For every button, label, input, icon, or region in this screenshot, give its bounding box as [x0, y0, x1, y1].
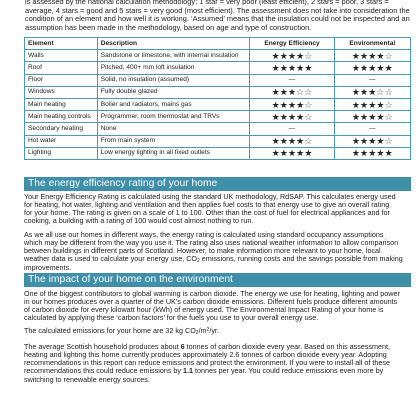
- star-filled-icon: ★: [287, 87, 297, 98]
- text-fragment: /m: [198, 326, 207, 335]
- star-rating: [334, 111, 410, 123]
- text-fragment: tonnes of carbon dioxide every year. Based on this assessment,: [184, 342, 390, 351]
- star-filled-icon: ★: [279, 111, 288, 122]
- star-filled-icon: ★: [351, 99, 361, 110]
- star-rating: [250, 62, 334, 74]
- star-filled-icon: ★: [360, 87, 369, 98]
- header-element: Element: [25, 38, 98, 50]
- star-filled-icon: ★: [368, 148, 377, 159]
- star-filled-icon: ★: [376, 136, 385, 147]
- bold-value: 6: [180, 342, 185, 351]
- star-filled-icon: ★: [351, 87, 361, 98]
- table-header-row: [25, 38, 411, 50]
- star-filled-icon: ★: [296, 111, 305, 122]
- section-heading-energy-rating: The energy efficiency rating of your home: [24, 177, 411, 191]
- star-filled-icon: ★: [271, 50, 280, 61]
- star-filled-icon: ★: [351, 148, 361, 159]
- rating-not-applicable: —: [250, 74, 334, 86]
- star-filled-icon: ★: [287, 99, 297, 110]
- star-filled-icon: ★: [304, 62, 313, 73]
- text-line: Your Energy Efficiency Rating is calculated using the standard UK methodology, RdSAP. This calculates energy used: [24, 192, 396, 201]
- star-empty-icon: ☆: [384, 99, 393, 110]
- star-empty-icon: ☆: [304, 50, 313, 61]
- star-empty-icon: ☆: [384, 136, 393, 147]
- star-filled-icon: ★: [296, 99, 305, 110]
- element-name: Walls: [25, 50, 98, 62]
- element-name: Hot water: [25, 135, 98, 147]
- star-filled-icon: ★: [296, 62, 305, 73]
- star-filled-icon: ★: [376, 111, 385, 122]
- star-filled-icon: ★: [287, 148, 297, 159]
- star-filled-icon: ★: [351, 111, 361, 122]
- star-empty-icon: ☆: [376, 87, 385, 98]
- star-rating: [334, 98, 410, 110]
- star-filled-icon: ★: [376, 148, 385, 159]
- star-rating: [250, 86, 334, 98]
- intro-line: is assessed by the national calculation methodology; 1 star = very poor (least efficient), 2 stars = poor, 3 stars =: [25, 0, 389, 6]
- star-filled-icon: ★: [360, 99, 369, 110]
- star-filled-icon: ★: [271, 62, 280, 73]
- star-rating: [250, 147, 334, 159]
- star-rating: [334, 86, 410, 98]
- star-filled-icon: ★: [271, 111, 280, 122]
- text-line: improvements.: [24, 262, 72, 272]
- star-filled-icon: ★: [271, 148, 280, 159]
- star-empty-icon: ☆: [304, 111, 313, 122]
- text-fragment: The calculated emissions for your home are 32 kg CO: [24, 326, 196, 335]
- star-empty-icon: ☆: [384, 111, 393, 122]
- intro-line: average, 4 stars = good and 5 stars = very good (most efficient). The assessment does not take into consideration the: [25, 5, 410, 15]
- section-heading-environment: The impact of your home on the environment: [24, 273, 411, 287]
- rating-not-applicable: —: [334, 123, 410, 135]
- element-ratings-table: [24, 37, 411, 160]
- text-fragment: The average Scottish household produces about: [24, 342, 181, 351]
- star-filled-icon: ★: [271, 136, 280, 147]
- element-name: Windows: [25, 86, 98, 98]
- star-filled-icon: ★: [384, 148, 393, 159]
- star-empty-icon: ☆: [384, 87, 393, 98]
- table-body: [25, 50, 411, 160]
- element-name: Floor: [25, 74, 98, 86]
- rating-explanation: [25, 0, 410, 32]
- text-line: in our homes produces over a quarter of the UK’s carbon dioxide emissions. Different fuels produce different amounts: [24, 297, 398, 307]
- star-rating: [250, 135, 334, 147]
- star-filled-icon: ★: [384, 62, 393, 73]
- element-description: Fully double glazed: [97, 86, 250, 98]
- header-energy-efficiency: Energy Efficiency: [250, 38, 334, 50]
- star-rating: [250, 111, 334, 123]
- table-row: [25, 135, 411, 147]
- element-description: Low energy lighting in all fixed outlets: [97, 147, 250, 159]
- text-line: As we all use our homes in different ways, the energy rating is calculated using standard occupancy assumptions: [24, 230, 384, 239]
- environment-paragraph-3: [24, 343, 411, 384]
- text-line: [24, 255, 411, 263]
- text-line: heating and lighting this home currently produces approximately 2.6 tonnes of carbon dioxide every year. Adopting: [24, 350, 387, 360]
- element-description: Sandstone or limestone, with internal insulation: [97, 50, 250, 62]
- element-name: Main heating: [25, 98, 98, 110]
- star-rating: [334, 62, 410, 74]
- star-empty-icon: ☆: [304, 87, 313, 98]
- star-rating: [250, 50, 334, 62]
- star-rating: [334, 50, 410, 62]
- table-row: [25, 86, 411, 98]
- element-name: Main heating controls: [25, 111, 98, 123]
- star-filled-icon: ★: [368, 62, 377, 73]
- text-fragment: recommendations this could reduce emissions by: [24, 366, 183, 376]
- star-filled-icon: ★: [287, 111, 297, 122]
- star-filled-icon: ★: [279, 148, 288, 159]
- superscript: 2: [206, 327, 210, 333]
- element-description: Pitched, 400+ mm loft insulation: [97, 62, 250, 74]
- intro-line: condition of an element and how well it is working. ‘Assumed’ means that the insulation could not be inspected and an: [25, 14, 410, 24]
- star-filled-icon: ★: [360, 50, 369, 61]
- star-rating: [250, 98, 334, 110]
- energy-rating-paragraph-1: [24, 193, 411, 226]
- text-line: between buildings in different parts of Scotland. However, to make information more relevant to your home, local: [24, 246, 381, 256]
- table-row: [25, 111, 411, 123]
- star-filled-icon: ★: [360, 136, 369, 147]
- text-line: of carbon dioxide for every kilowatt hour (kWh) of energy used. The Environmental Impact Rating of your home is: [24, 305, 384, 315]
- star-filled-icon: ★: [296, 50, 305, 61]
- table-row: [25, 147, 411, 159]
- bold-value: 1.1: [183, 366, 193, 376]
- star-filled-icon: ★: [368, 99, 377, 110]
- subscript: 2: [195, 330, 199, 336]
- text-fragment: weather data is used to calculate your energy use, CO: [24, 254, 197, 264]
- star-filled-icon: ★: [360, 62, 369, 73]
- header-description: Description: [97, 38, 250, 50]
- star-filled-icon: ★: [376, 50, 385, 61]
- text-line: cooking, a building with a rating of 100 would cost almost nothing to run.: [24, 216, 254, 226]
- star-filled-icon: ★: [360, 111, 369, 122]
- intro-line: assumption has been made in the methodology, based on age and type of construction.: [25, 22, 312, 32]
- rating-not-applicable: —: [334, 74, 410, 86]
- table-row: [25, 98, 411, 110]
- element-name: Lighting: [25, 147, 98, 159]
- star-filled-icon: ★: [376, 99, 385, 110]
- header-environmental: Environmental: [334, 38, 410, 50]
- star-filled-icon: ★: [351, 50, 361, 61]
- text-fragment: emissions, running costs and the savings possible from making: [199, 254, 403, 264]
- energy-rating-paragraph-2: [24, 231, 411, 272]
- element-description: Solid, no insulation (assumed): [97, 74, 250, 86]
- text-line: switching to renewable energy sources.: [24, 374, 150, 384]
- star-filled-icon: ★: [287, 62, 297, 73]
- star-filled-icon: ★: [351, 62, 361, 73]
- star-filled-icon: ★: [296, 148, 305, 159]
- star-filled-icon: ★: [368, 136, 377, 147]
- star-filled-icon: ★: [279, 50, 288, 61]
- subscript: 2: [197, 258, 200, 265]
- text-line: for heating, hot water, lighting and ventilation and then applies fuel costs to that energy use to give an overall rating: [24, 200, 390, 210]
- star-filled-icon: ★: [287, 50, 297, 61]
- star-filled-icon: ★: [279, 62, 288, 73]
- table-row: [25, 50, 411, 62]
- table-row: [25, 123, 411, 135]
- element-description: Boiler and radiators, mains gas: [97, 98, 250, 110]
- star-empty-icon: ☆: [384, 50, 393, 61]
- star-filled-icon: ★: [368, 87, 377, 98]
- star-filled-icon: ★: [376, 62, 385, 73]
- star-filled-icon: ★: [368, 50, 377, 61]
- star-rating: [334, 147, 410, 159]
- star-rating: [334, 135, 410, 147]
- element-name: Roof: [25, 62, 98, 74]
- star-filled-icon: ★: [304, 148, 313, 159]
- star-empty-icon: ☆: [304, 136, 313, 147]
- star-filled-icon: ★: [279, 99, 288, 110]
- emissions-statement: [24, 327, 411, 335]
- table-row: [25, 74, 411, 86]
- star-filled-icon: ★: [287, 136, 297, 147]
- element-name: Secondary heating: [25, 123, 98, 135]
- star-filled-icon: ★: [271, 99, 280, 110]
- star-filled-icon: ★: [368, 111, 377, 122]
- star-empty-icon: ☆: [304, 99, 313, 110]
- star-filled-icon: ★: [279, 87, 288, 98]
- text-line: calculated by applying these ‘carbon factors’ for the fuels you use to your overall energy use.: [24, 313, 319, 323]
- element-description: From main system: [97, 135, 250, 147]
- star-filled-icon: ★: [271, 87, 280, 98]
- star-filled-icon: ★: [296, 136, 305, 147]
- star-filled-icon: ★: [351, 136, 361, 147]
- text-fragment: tonnes per year. You could reduce emissions even more by: [193, 366, 384, 376]
- rating-not-applicable: —: [250, 123, 334, 135]
- text-line: for your home. The rating is given on a scale of 1 to 100. Other than the cost of fuel for electrical appliances and for: [24, 208, 390, 218]
- star-filled-icon: ★: [360, 148, 369, 159]
- text-line: which may be different from the way you use it. The rating also uses national weather information to allow comparison: [24, 238, 399, 248]
- text-fragment: /yr.: [209, 326, 219, 335]
- text-line: One of the biggest contributors to global warming is carbon dioxide. The energy we use for heating, lighting and power: [24, 289, 400, 298]
- table-row: [25, 62, 411, 74]
- element-description: None: [97, 123, 250, 135]
- text-line: recommendations in this report can reduce emissions and protect the environment. If you were to install all of these: [24, 358, 390, 368]
- element-description: Programmer, room thermostat and TRVs: [97, 111, 250, 123]
- environment-paragraph-1: [24, 290, 411, 323]
- star-filled-icon: ★: [279, 136, 288, 147]
- star-empty-icon: ☆: [296, 87, 305, 98]
